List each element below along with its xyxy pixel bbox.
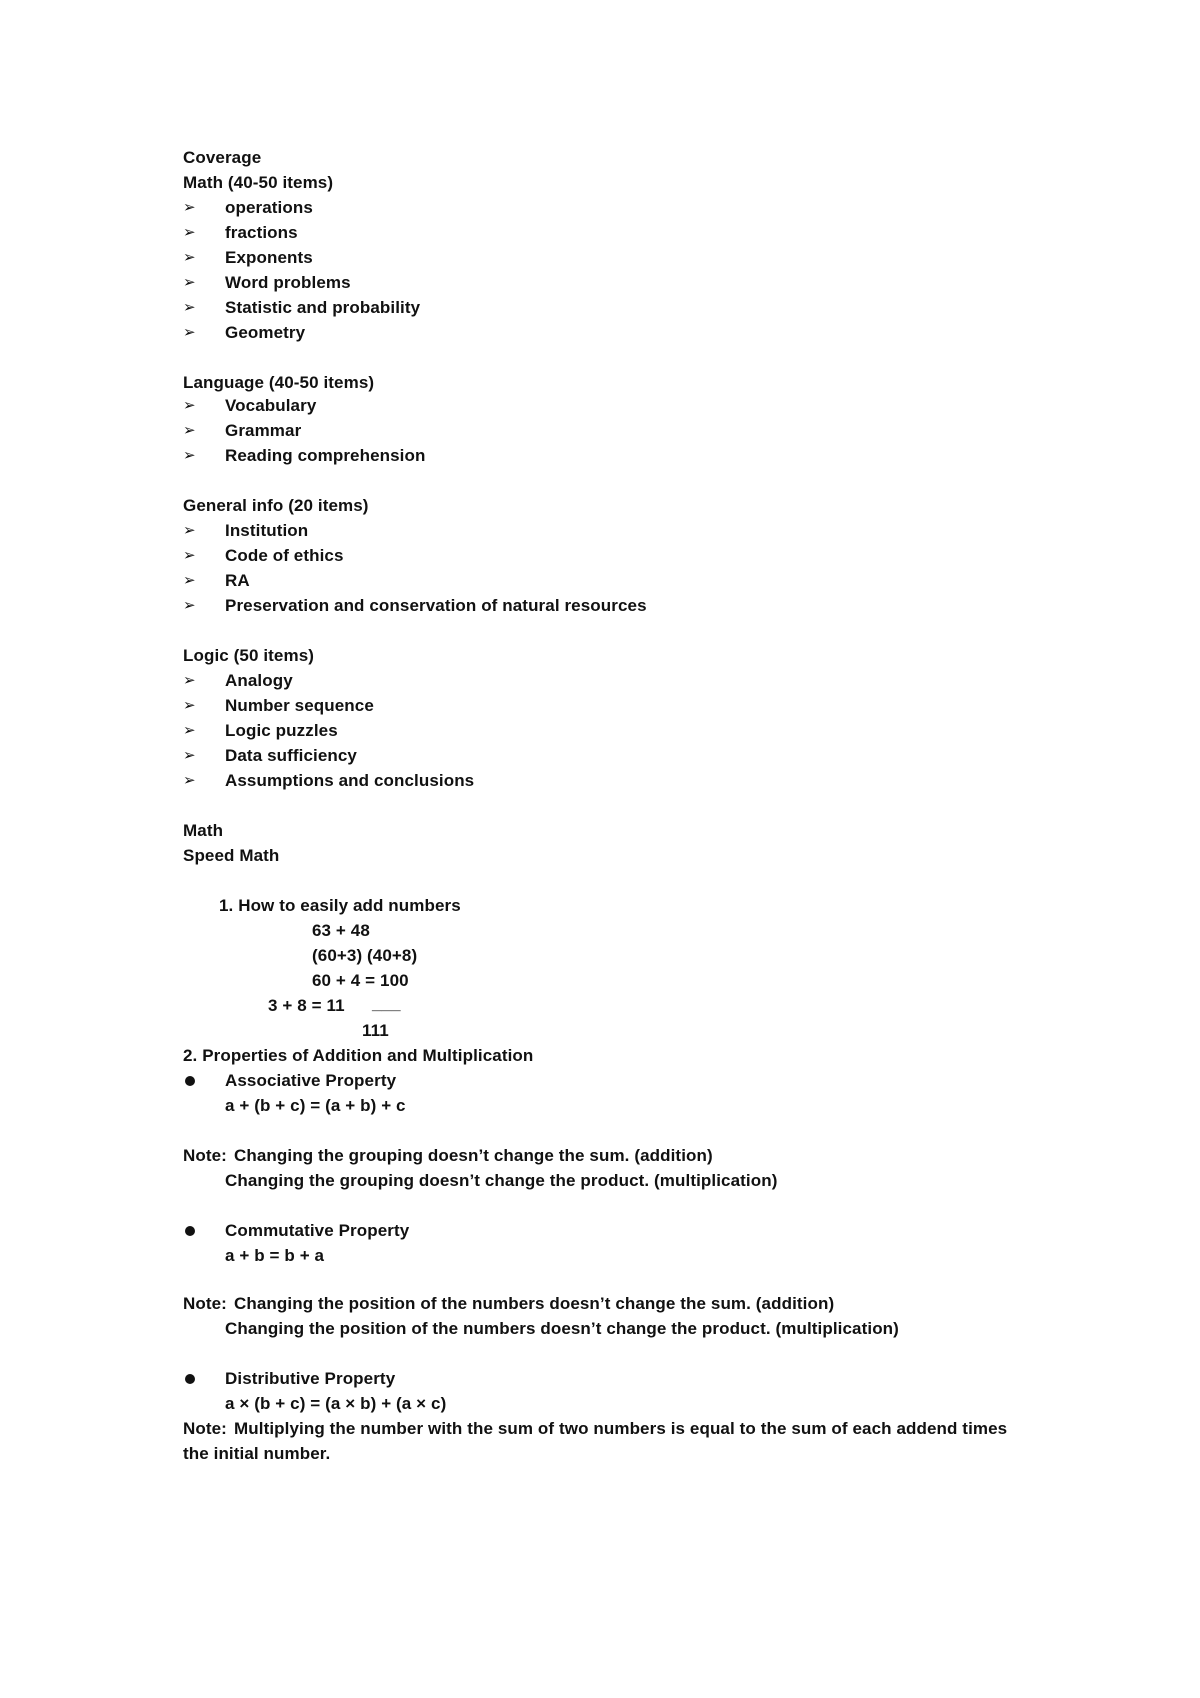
list-item: RA: [225, 571, 250, 590]
coverage-title: Coverage: [183, 148, 262, 167]
arrow-bullet-icon: ➢: [183, 199, 196, 216]
arrow-bullet-icon: ➢: [183, 572, 196, 589]
arrow-bullet-icon: ➢: [183, 324, 196, 341]
list-item: Assumptions and conclusions: [225, 771, 475, 790]
section-heading-logic: Logic (50 items): [183, 646, 315, 665]
note-label: Note:: [183, 1419, 227, 1438]
arrow-bullet-icon: ➢: [183, 274, 196, 291]
list-item: Vocabulary: [225, 396, 317, 415]
note-text: the initial number.: [183, 1444, 331, 1463]
list-item: Word problems: [225, 273, 351, 292]
list-item: Geometry: [225, 323, 306, 342]
arrow-bullet-icon: ➢: [183, 772, 196, 789]
addition-step: 60 + 4 = 100: [312, 971, 409, 990]
list-item: Logic puzzles: [225, 721, 338, 740]
addition-result: 111: [362, 1021, 389, 1040]
item-1-title: 1. How to easily add numbers: [219, 896, 461, 915]
arrow-bullet-icon: ➢: [183, 249, 196, 266]
list-item: Code of ethics: [225, 546, 344, 565]
list-item: operations: [225, 198, 313, 217]
bullet-dot-icon: [185, 1070, 205, 1093]
bullet-dot-icon: [185, 1220, 205, 1243]
note-label: Note:: [183, 1146, 227, 1165]
property-formula: a + b = b + a: [225, 1246, 325, 1265]
property-name: Distributive Property: [225, 1369, 396, 1388]
property-name: Associative Property: [225, 1071, 397, 1090]
arrow-bullet-icon: ➢: [183, 672, 196, 689]
note-text: Changing the grouping doesn’t change the sum. (addition): [234, 1146, 713, 1165]
item-2-title: 2. Properties of Addition and Multiplication: [183, 1046, 534, 1065]
arrow-bullet-icon: ➢: [183, 697, 196, 714]
speed-math-heading: Speed Math: [183, 846, 280, 865]
list-item: Reading comprehension: [225, 446, 426, 465]
list-item: Statistic and probability: [225, 298, 421, 317]
arrow-bullet-icon: ➢: [183, 224, 196, 241]
arrow-bullet-icon: ➢: [183, 522, 196, 539]
sum-underline: ___: [372, 994, 401, 1013]
list-item: Grammar: [225, 421, 302, 440]
arrow-bullet-icon: ➢: [183, 747, 196, 764]
list-item: Exponents: [225, 248, 313, 267]
arrow-bullet-icon: ➢: [183, 722, 196, 739]
arrow-bullet-icon: ➢: [183, 422, 196, 439]
property-formula: a × (b + c) = (a × b) + (a × c): [225, 1394, 447, 1413]
list-item: Number sequence: [225, 696, 374, 715]
list-item: Analogy: [225, 671, 293, 690]
list-item: Data sufficiency: [225, 746, 357, 765]
math-heading: Math: [183, 821, 224, 840]
section-heading-math: Math (40-50 items): [183, 173, 334, 192]
addition-step: 63 + 48: [312, 921, 370, 940]
note-text: Changing the position of the numbers doesn’t change the product. (multiplication): [225, 1319, 899, 1338]
note-label: Note:: [183, 1294, 227, 1313]
arrow-bullet-icon: ➢: [183, 547, 196, 564]
arrow-bullet-icon: ➢: [183, 447, 196, 464]
arrow-bullet-icon: ➢: [183, 397, 196, 414]
addition-step: 3 + 8 = 11: [268, 996, 345, 1015]
section-heading-language: Language (40-50 items): [183, 373, 375, 392]
arrow-bullet-icon: ➢: [183, 299, 196, 316]
note-text: Changing the position of the numbers doesn’t change the sum. (addition): [234, 1294, 835, 1313]
property-formula: a + (b + c) = (a + b) + c: [225, 1096, 406, 1115]
property-name: Commutative Property: [225, 1221, 410, 1240]
list-item: Institution: [225, 521, 309, 540]
note-text: Changing the grouping doesn’t change the product. (multiplication): [225, 1171, 778, 1190]
bullet-dot-icon: [185, 1368, 205, 1391]
list-item: Preservation and conservation of natural resources: [225, 596, 647, 615]
addition-step: (60+3) (40+8): [312, 946, 418, 965]
note-text: Multiplying the number with the sum of two numbers is equal to the sum of each addend times: [234, 1419, 1008, 1438]
list-item: fractions: [225, 223, 298, 242]
arrow-bullet-icon: ➢: [183, 597, 196, 614]
section-heading-general-info: General info (20 items): [183, 496, 369, 515]
